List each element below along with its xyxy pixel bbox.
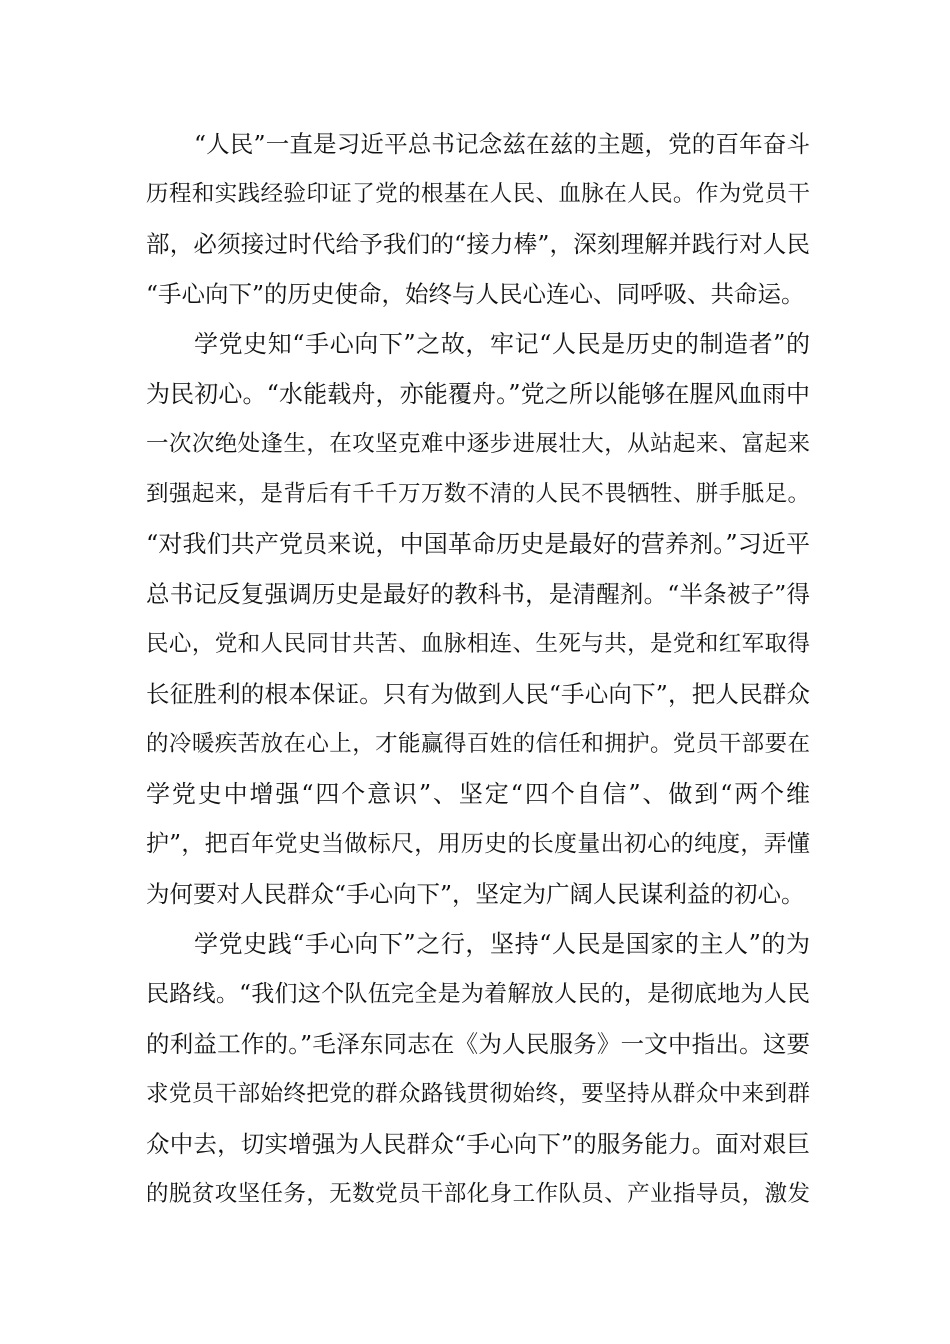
text-line: 一次次绝处逢生，在攻坚克难中逐步进展壮大，从站起来、富起来	[146, 431, 810, 457]
text-line: 学党史中增强“四个意识”、坚定“四个自信”、做到“两个维	[146, 780, 810, 808]
paragraph-first-line: 学党史知“手心向下”之故，牢记“人民是历史的制造者”的	[194, 330, 810, 358]
text-line: 的脱贫攻坚任务，无数党员干部化身工作队员、产业指导员，激发	[146, 1181, 810, 1207]
paragraph-first-line: “人民”一直是习近平总书记念兹在兹的主题，党的百年奋斗	[194, 130, 810, 158]
text-line: 的冷暖疾苦放在心上，才能赢得百姓的信任和拥护。党员干部要在	[146, 731, 810, 757]
text-line: 求党员干部始终把党的群众路钱贯彻始终，要坚持从群众中来到群	[146, 1081, 810, 1107]
text-line: 的利益工作的。”毛泽东同志在《为人民服务》一文中指出。这要	[146, 1030, 810, 1058]
text-line: 历程和实践经验印证了党的根基在人民、血脉在人民。作为党员干	[146, 181, 810, 207]
text-line: 民心，党和人民同甘共苦、血脉相连、生死与共，是党和红军取得	[146, 631, 810, 657]
text-line: 到强起来，是背后有千千万万数不清的人民不畏牺牲、胼手胝足。	[146, 481, 810, 507]
text-line: 为民初心。“水能载舟，亦能覆舟。”党之所以能够在腥风血雨中	[146, 380, 810, 408]
text-line: 民路线。“我们这个队伍完全是为着解放人民的，是彻底地为人民	[146, 981, 810, 1007]
text-line: “手心向下”的历史使命，始终与人民心连心、同呼吸、共命运。	[146, 280, 805, 308]
text-line: 总书记反复强调历史是最好的教科书，是清醒剂。“半条被子”得	[146, 580, 810, 608]
text-line: “对我们共产党员来说，中国革命历史是最好的营养剂。”习近平	[146, 530, 810, 558]
text-line: 众中去，切实增强为人民群众“手心向下”的服务能力。面对艰巨	[146, 1130, 810, 1158]
text-line: 护”，把百年党史当做标尺，用历史的长度量出初心的纯度，弄懂	[146, 831, 810, 857]
paragraph-first-line: 学党史践“手心向下”之行，坚持“人民是国家的主人”的为	[194, 930, 810, 958]
text-line: 长征胜利的根本保证。只有为做到人民“手心向下”，把人民群众	[146, 680, 810, 708]
text-line: 为何要对人民群众“手心向下”，坚定为广阔人民谋利益的初心。	[146, 880, 805, 908]
document-body	[146, 119, 810, 1219]
text-line: 部，必须接过时代给予我们的“接力棒”，深刻理解并践行对人民	[146, 230, 810, 258]
